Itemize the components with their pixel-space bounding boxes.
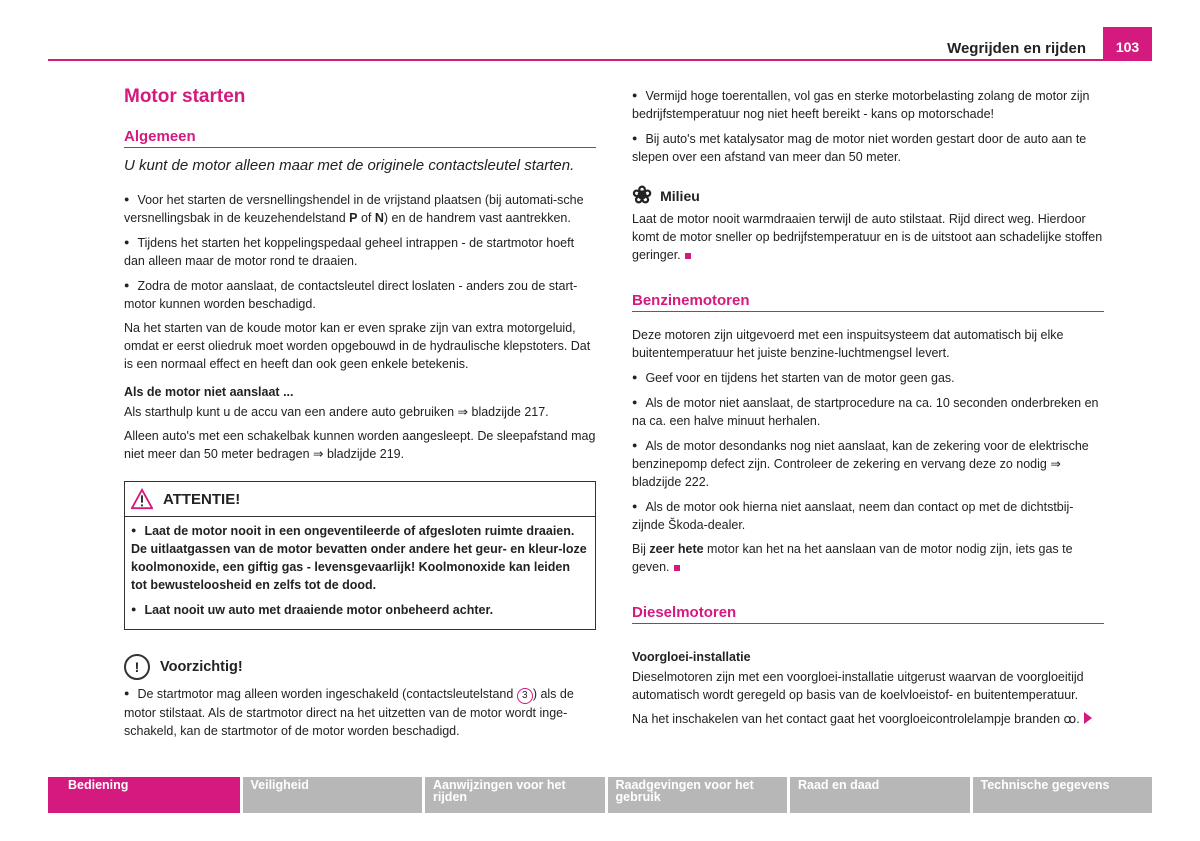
- header-rule: [48, 59, 1152, 61]
- subheading: Voorgloei-installatie: [632, 650, 751, 664]
- key-position-badge: 3: [517, 688, 533, 704]
- bullet-item: ● Als de motor desondanks nog niet aanslaat, kan de zekering voor de elektrische benzinepomp defect zijn. Controleer de zekering en vervang deze zo nodig ⇒ bladzijde 222.: [632, 436, 1104, 491]
- nav-tab-bediening[interactable]: Bediening: [48, 777, 240, 813]
- continue-arrow-icon: [1084, 712, 1092, 724]
- milieu-title: Milieu: [660, 188, 700, 204]
- paragraph: Deze motoren zijn uitgevoerd met een inspuitsysteem dat automatisch bij elke buitentemperatuur het juiste benzine-luchtmengsel levert.: [632, 328, 1064, 360]
- caution-item: ● De startmotor mag alleen worden ingeschakeld (contactsleutelstand 3 ) als de motor stilstaat. Als de startmotor direct na het uitzetten van de motor wordt inge-schakeld, kan de startmotor of de motor worden beschadigd.: [124, 684, 596, 740]
- flower-icon: ❀: [632, 182, 653, 209]
- paragraph: Na het starten van de koude motor kan er even sprake zijn van extra motorgeluid, omdat er eerst oliedruk moet worden opgebouwd in de hydraulische klepstoters. Dat is een normaal effect en heeft dan ook geen enkele betekenis.: [124, 321, 591, 371]
- warning-item: ● Laat de motor nooit in een ongeventileerde of afgesloten ruimte draaien. De uitlaatgassen van de motor bevatten onder andere het geur- en kleur-loze koolmonoxide, een giftig gas - levensgevaarlijk! Koolmonoxide kan leiden tot bewusteloosheid en zelfs tot de dood.: [131, 521, 589, 594]
- warning-box: [124, 481, 596, 630]
- subsection-title-algemeen: Algemeen: [124, 128, 596, 148]
- left-column: [124, 86, 596, 746]
- end-marker-icon: [674, 565, 680, 571]
- paragraph: Dieselmotoren zijn met een voorgloei-installatie uitgerust waarvan de voorgloeitijd automatisch wordt geregeld op basis van de koelvloeistof- en buitentemperatuur.: [632, 670, 1084, 702]
- bullet-item: ● Vermijd hoge toerentallen, vol gas en sterke motorbelasting zolang de motor zijn bedrijfstemperatuur nog niet heeft bereikt - kans op motorschade!: [632, 86, 1104, 123]
- paragraph: Alleen auto's met een schakelbak kunnen worden aangesleept. De sleepafstand mag niet meer dan 50 meter bedragen ⇒ bladzijde 219.: [124, 429, 596, 461]
- paragraph: Na het inschakelen van het contact gaat het voorgloeicontrolelampje branden ꝏ.: [632, 710, 1104, 728]
- nav-tab-veiligheid[interactable]: Veiligheid: [243, 777, 423, 813]
- nav-tab-raadgevingen[interactable]: Raadgevingen voor het gebruik: [608, 777, 788, 813]
- nav-tab-technische-gegevens[interactable]: Technische gegevens: [973, 777, 1153, 813]
- bullet-item: ● Geef voor en tijdens het starten van de motor geen gas.: [632, 368, 1104, 387]
- warning-triangle-icon: [131, 488, 153, 510]
- milieu-heading: [632, 184, 1104, 208]
- caution-title: Voorzichtig!: [160, 659, 243, 675]
- nav-tab-aanwijzingen[interactable]: Aanwijzingen voor het rijden: [425, 777, 605, 813]
- bullet-item: ● Voor het starten de versnellingshendel in de vrijstand plaatsen (bij automati-sche versnellingsbak in de keuzehendelstand P of N) en de handrem vast aantrekken.: [124, 190, 596, 227]
- lead-text: U kunt de motor alleen maar met de originele contactsleutel starten.: [124, 157, 575, 174]
- bullet-item: ● Als de motor niet aanslaat, de startprocedure na ca. 10 seconden onderbreken en na ca. een halve minuut herhalen.: [632, 393, 1104, 430]
- bullet-item: ● Zodra de motor aanslaat, de contactsleutel direct loslaten - anders zou de start-motor kunnen worden beschadigd.: [124, 276, 596, 313]
- caution-heading: [124, 654, 596, 680]
- bullet-item: ● Bij auto's met katalysator mag de motor niet worden gestart door de auto aan te slepen over een afstand van meer dan 50 meter.: [632, 129, 1104, 166]
- paragraph: Bij zeer hete motor kan het na het aanslaan van de motor nodig zijn, iets gas te geven.: [632, 542, 1073, 574]
- page-number: 103: [1103, 27, 1152, 59]
- bullet-item: ● Tijdens het starten het koppelingspedaal geheel intrappen - de startmotor hoeft dan alleen maar de motor rond te draaien.: [124, 233, 596, 270]
- warning-item: ● Laat nooit uw auto met draaiende motor onbeheerd achter.: [131, 600, 589, 619]
- glow-plug-icon: ꝏ: [1063, 712, 1077, 726]
- caution-exclamation-icon: !: [124, 654, 150, 680]
- right-column: [632, 86, 1104, 734]
- paragraph: Als starthulp kunt u de accu van een andere auto gebruiken ⇒ bladzijde 217.: [124, 405, 549, 419]
- nav-tab-raad-en-daad[interactable]: Raad en daad: [790, 777, 970, 813]
- subheading: Als de motor niet aanslaat ...: [124, 385, 294, 399]
- chapter-nav: [48, 777, 1152, 813]
- end-marker-icon: [685, 253, 691, 259]
- subsection-title-benzine: Benzinemotoren: [632, 292, 1104, 312]
- header-title: Wegrijden en rijden: [947, 40, 1086, 57]
- milieu-text: Laat de motor nooit warmdraaien terwijl de auto stilstaat. Rijd direct weg. Hierdoor komt de motor sneller op bedrijfstemperatuur en is de uitstoot aan schadelijke stoffen geringer.: [632, 212, 1103, 262]
- subsection-title-diesel: Dieselmotoren: [632, 604, 1104, 624]
- warning-title: ATTENTIE!: [163, 490, 241, 508]
- section-title: Motor starten: [124, 86, 246, 107]
- bullet-item: ● Als de motor ook hierna niet aanslaat, neem dan contact op met de dichtstbij-zijnde Škoda-dealer.: [632, 497, 1104, 534]
